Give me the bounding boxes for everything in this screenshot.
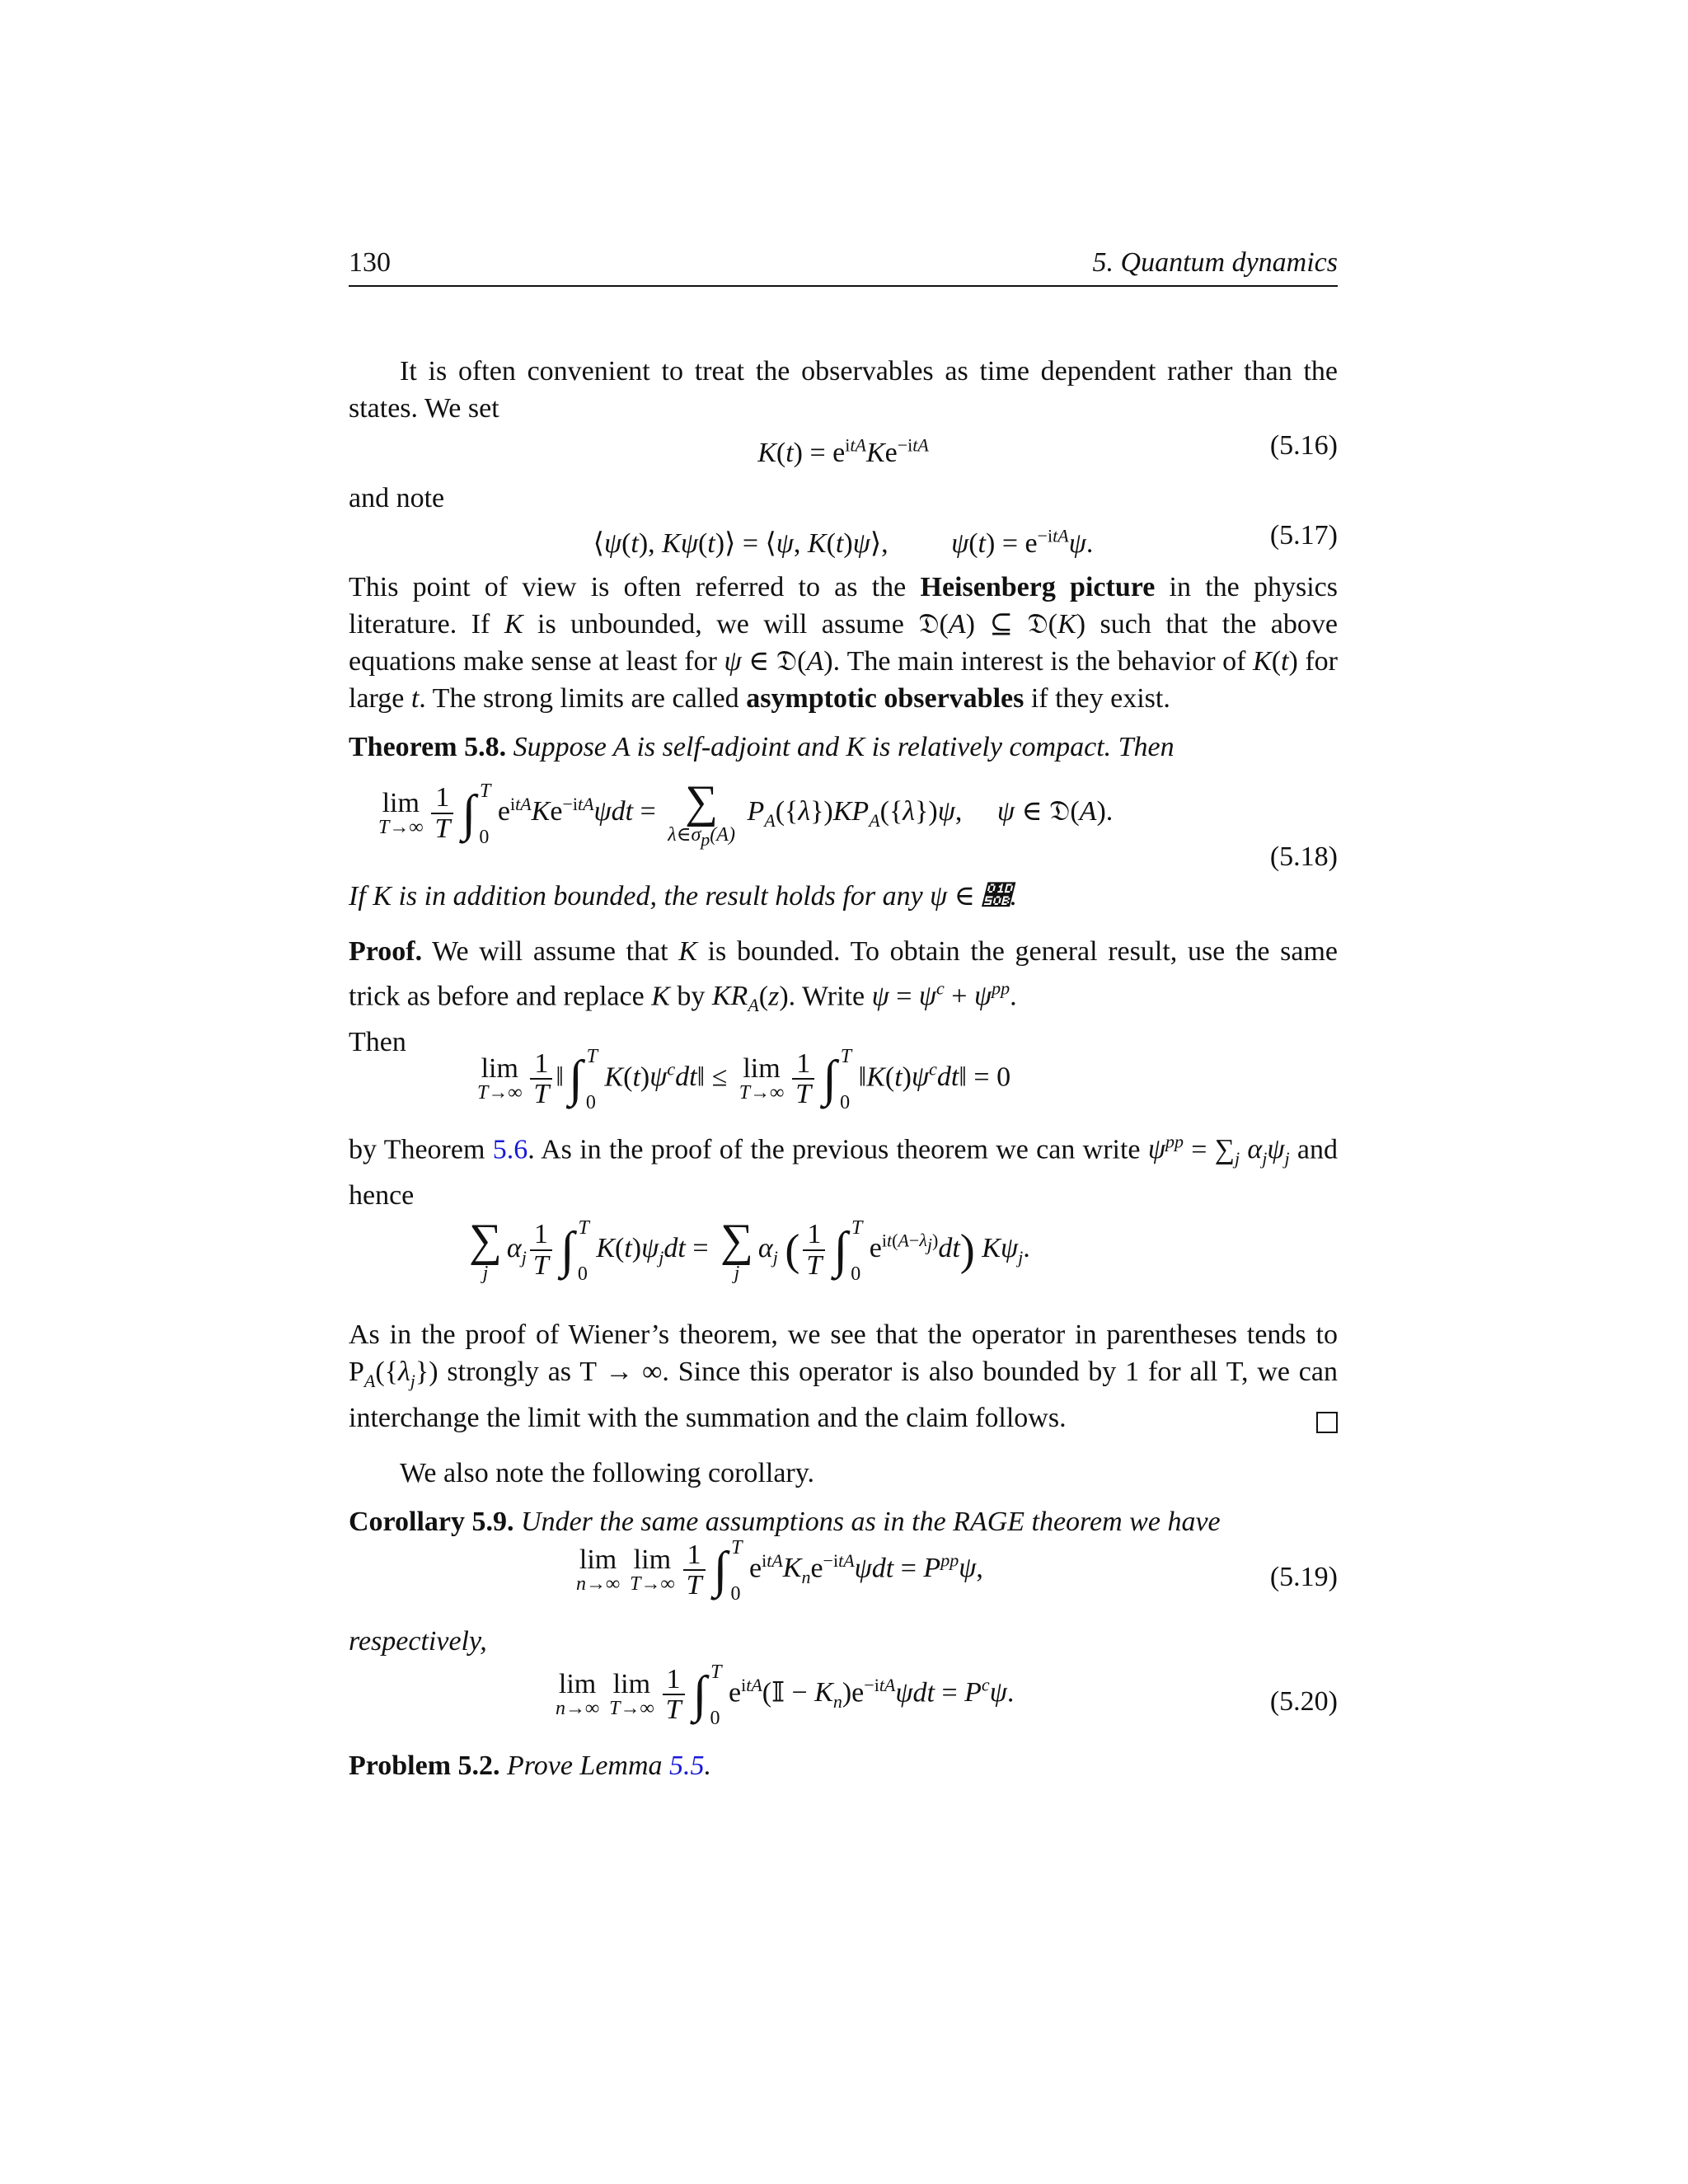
equation-number: (5.17) [1269,520,1338,551]
equation-5-16: $K(t) = e^{itA}Ke^{-itA}$ (5.16) [349,427,1338,471]
and-note-text: and note [349,483,445,514]
corollary-intro: We also note the following corollary. [400,1457,815,1488]
theorem-statement: Suppose A is self-adjoint and K is relatively compact. Then [513,731,1175,762]
theorem-addendum: If K is in addition bounded, the result holds for any ψ ∈ 𝔋. [349,880,1017,912]
equation-number: (5.16) [1269,430,1338,461]
proof-paragraph: Proof. We will assume that K is bounded. To obtain the general result, use the same trick as before and replace K by $KR_A(z)$. Write $\psi = \psi^c + \psi^{pp}$. Then [349,935,1339,1057]
term-heisenberg-picture: Heisenberg picture [920,571,1156,602]
equation-5-19: lim n→∞ lim T→∞ $\frac{1}{T}$ ∫ T 0 $e^{itA}K_ne^{-itA}\psi dt = P^{pp}\psi$, (5.19) [576,1537,1338,1605]
equation-number: (5.18) [1269,841,1338,872]
equation-5-20: lim n→∞ lim T→∞ $\frac{1}{T}$ ∫ T 0 $e^{itA}(𝕀 - K_n)e^{-itA}\psi dt = P^c\psi$. (5.20) [556,1661,1338,1730]
proof-label: Proof. [349,935,423,967]
heisenberg-paragraph: This point of view is often referred to as the Heisenberg picture in the physics literature. If K is unbounded, we will assume 𝔇(A) ⊆ 𝔇(K) such that the above equations make sense at least for ψ ∈ 𝔇(A). The main interest is the behavior of K(t) for large t. The strong limits are called asymptotic observables if they exist. [349,571,1339,714]
problem-label: Problem 5.2. [349,1750,500,1781]
corollary-label: Corollary 5.9. [349,1506,514,1537]
corollary-statement: Under the same assumptions as in the RAGE theorem we have [521,1506,1221,1537]
problem-5-2: Problem 5.2. Prove Lemma 5.5. [349,1750,712,1781]
running-header [349,244,1338,287]
link-theorem-5-6[interactable]: 5.6 [492,1134,528,1165]
proof-conclusion: As in the proof of Wiener’s theorem, we see that the operator in parentheses tends to $P_A(\{\lambda_j\})$ strongly as T → ∞. Since this operator is also bounded by 1 for all T, we can interchange the limit with the summation and the claim follows. [349,1319,1338,1433]
equation-5-17: ⟨ψ(t), Kψ(t)⟩ = ⟨ψ, K(t)ψ⟩, $\psi(t) = e^{-itA}\psi$. (5.17) [349,517,1338,561]
qed-symbol [1316,1412,1338,1433]
intro-paragraph: It is often convenient to treat the observables as time dependent rather than the states. We set [349,356,1338,424]
equation-number: (5.19) [1269,1561,1338,1592]
respectively-text: respectively, [349,1625,487,1657]
chapter-title: 5. Quantum dynamics [1092,247,1338,278]
theorem-label: Theorem 5.8. [349,731,507,762]
theorem-5-8 [349,729,1338,766]
corollary-5-9 [349,1503,1338,1540]
page-number: 130 [349,247,391,278]
link-lemma-5-5[interactable]: 5.5 [669,1750,705,1781]
proof-equation-1: lim T→∞ $\frac{1}{T}$ ‖∫ T 0 $K(t)\psi^cdt‖ \le \lim$ T→∞ $\frac{1}{T}$ ∫ T 0 $‖K(t)\psi^cdt‖ = 0$ [477,1046,1011,1114]
equation-5-18: lim T→∞ $\frac{1}{T}$ ∫ T 0 $e^{itA}Ke^{-itA}\psi dt$ = ∑ $\lambda\in\sigma_p(A)$ $P_A(\{\lambda\})KP_A(\{\lambda\})\psi$, ψ ∈ 𝔇(A). (5.18) [349,771,1338,878]
proof-continuation: by Theorem 5.6. As in the proof of the previous theorem we can write $\psi^{pp} = \sum_j$ $\alpha_j\psi_j$ and hence [349,1131,1339,1211]
equation-number: (5.20) [1269,1685,1338,1717]
term-asymptotic-observables: asymptotic observables [746,682,1025,714]
page [349,244,1338,1784]
proof-equation-2: ∑ j $\alpha_j$ $\frac{1}{T}$ ∫ T 0 $K(t)\psi_jdt$ = ∑ j $\alpha_j$ ( $\frac{1}{T}$ ∫ T 0 $e^{it(A-\lambda_j)}dt$) $K\psi_j$. [469,1214,1030,1285]
